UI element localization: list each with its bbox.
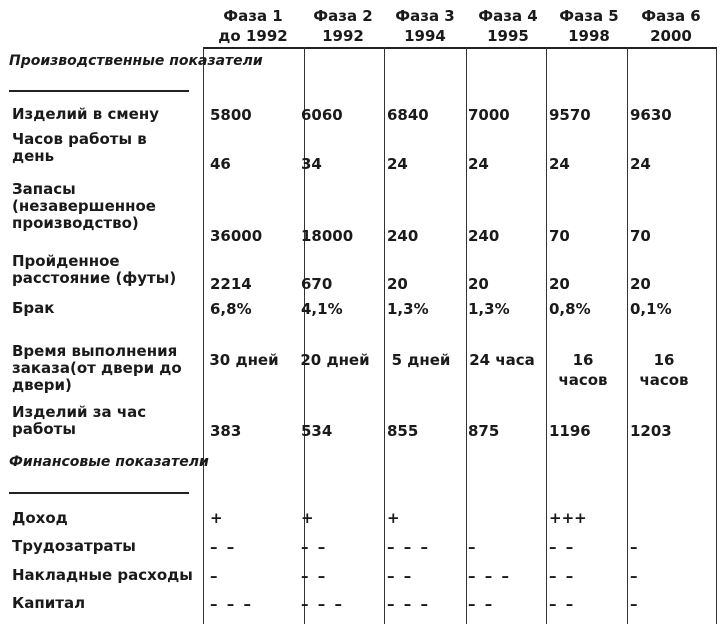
table-cell: – –	[549, 595, 576, 613]
table-cell: 36000	[210, 227, 263, 245]
table-cell: 5 дней	[391, 351, 451, 369]
phase-header-6	[631, 6, 711, 46]
table-cell: – –	[301, 567, 328, 585]
table-cell: 2214	[210, 275, 252, 293]
phase-header-1	[213, 6, 293, 46]
table-cell: 7000	[468, 106, 510, 124]
phase-name: Фаза 1	[223, 7, 283, 25]
table-cell: 383	[210, 422, 242, 440]
phase-year: 1992	[322, 27, 364, 45]
table-cell: 24 часа	[469, 351, 535, 369]
phase-year: до 1992	[218, 27, 288, 45]
table-cell: 1,3%	[387, 300, 429, 318]
row-label: Накладные расходы	[12, 566, 193, 584]
table-cell: 30 дней	[209, 351, 279, 369]
table-cell: 70	[630, 227, 651, 245]
table-cell: 20	[387, 275, 408, 293]
table-cell: 534	[301, 422, 333, 440]
row-label: Брак	[12, 299, 55, 317]
table-cell: – – –	[468, 567, 511, 585]
table-cell: 4,1%	[301, 300, 343, 318]
phase-year: 1998	[568, 27, 610, 45]
table-cell: 1196	[549, 422, 591, 440]
column-divider	[627, 47, 628, 624]
table-cell: 6060	[301, 106, 343, 124]
phase-year: 1994	[404, 27, 446, 45]
phase-header-4	[468, 6, 548, 46]
phase-name: Фаза 3	[395, 7, 455, 25]
table-cell: – – –	[387, 595, 430, 613]
row-label: Часов работы в день	[12, 130, 147, 165]
row-label: Время выполнения заказа(от двери до двери)	[12, 342, 182, 394]
table-cell: 16 часов	[639, 351, 689, 389]
table-cell: 670	[301, 275, 333, 293]
phase-name: Фаза 5	[559, 7, 619, 25]
column-divider	[546, 47, 547, 624]
table-cell: 24	[549, 155, 570, 173]
table-cell: +++	[549, 509, 587, 527]
row-label: Изделий в смену	[12, 105, 159, 123]
section-title-production: Производственные показатели	[9, 53, 263, 69]
table-cell: +	[301, 509, 314, 527]
table-cell: 6840	[387, 106, 429, 124]
table-cell: –	[468, 538, 478, 556]
table-cell: 24	[630, 155, 651, 173]
table-cell: 20	[630, 275, 651, 293]
table-cell: 240	[387, 227, 419, 245]
table-cell: 1,3%	[468, 300, 510, 318]
row-label: Запасы (незавершенное производство)	[12, 180, 156, 232]
row-label: Капитал	[12, 594, 86, 612]
table-cell: – –	[549, 538, 576, 556]
table-cell: 0,1%	[630, 300, 672, 318]
table-cell: 18000	[301, 227, 354, 245]
table-cell: – –	[210, 538, 237, 556]
table-cell: – –	[549, 567, 576, 585]
table-cell: +	[387, 509, 400, 527]
table-cell: –	[630, 567, 640, 585]
table-cell: –	[210, 567, 220, 585]
table-cell: 20	[468, 275, 489, 293]
table-cell: 5800	[210, 106, 252, 124]
section-rule-production	[9, 90, 189, 92]
table-cell: – – –	[387, 538, 430, 556]
section-rule-financial	[9, 492, 189, 494]
row-label: Пройденное расстояние (футы)	[12, 252, 177, 287]
table-cell: –	[630, 595, 640, 613]
column-divider	[466, 47, 467, 624]
table-cell: 875	[468, 422, 500, 440]
row-label: Трудозатраты	[12, 537, 136, 555]
phase-header-3	[385, 6, 465, 46]
table-cell: 16 часов	[558, 351, 608, 389]
table-cell: +	[210, 509, 223, 527]
table-cell: 20 дней	[300, 351, 370, 369]
row-label: Изделий за час работы	[12, 403, 147, 438]
table-cell: 46	[210, 155, 231, 173]
phase-name: Фаза 2	[313, 7, 373, 25]
table-cell: 240	[468, 227, 500, 245]
table-cell: 70	[549, 227, 570, 245]
phase-header-2	[303, 6, 383, 46]
table-cell: 855	[387, 422, 419, 440]
table-cell: 34	[301, 155, 322, 173]
phase-year: 2000	[650, 27, 692, 45]
table-cell: – –	[468, 595, 495, 613]
row-label: Доход	[12, 509, 68, 527]
table-cell: 6,8%	[210, 300, 252, 318]
phase-year: 1995	[487, 27, 529, 45]
column-divider	[384, 47, 385, 624]
table-cell: 1203	[630, 422, 672, 440]
table-cell: 24	[468, 155, 489, 173]
phase-header-5	[549, 6, 629, 46]
table-cell: 9630	[630, 106, 672, 124]
table-cell: – – –	[210, 595, 253, 613]
column-divider	[203, 47, 204, 624]
table-cell: 20	[549, 275, 570, 293]
table-cell: – –	[387, 567, 414, 585]
column-divider	[716, 47, 717, 624]
phase-name: Фаза 4	[478, 7, 538, 25]
phase-name: Фаза 6	[641, 7, 701, 25]
table-cell: 24	[387, 155, 408, 173]
section-title-financial: Финансовые показатели	[9, 454, 209, 470]
table-cell: 0,8%	[549, 300, 591, 318]
table-cell: – – –	[301, 595, 344, 613]
table-cell: 9570	[549, 106, 591, 124]
table-cell: – –	[301, 538, 328, 556]
table-cell: –	[630, 538, 640, 556]
